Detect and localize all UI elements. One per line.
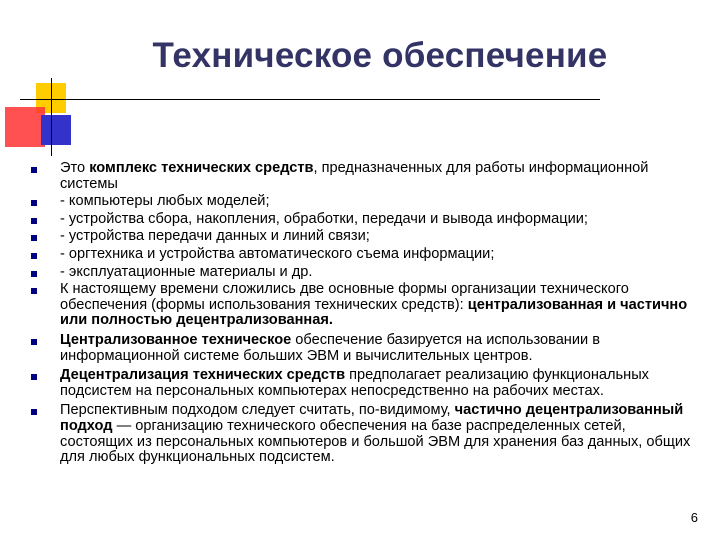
- bullet-square-icon: [31, 374, 37, 380]
- bullet-square-icon: [31, 288, 37, 294]
- bullet-list: [30, 161, 700, 466]
- bullet-square-icon: [31, 167, 37, 173]
- bullet-square-icon: [31, 271, 37, 277]
- bullet-square-icon: [31, 339, 37, 345]
- bullet-square-icon: [31, 235, 37, 241]
- bullet-item-materials: - эксплуатационные материалы и др.: [30, 265, 700, 281]
- bullet-item-definition: Это комплекс технических средств, предназначенных для работы информационной системы: [30, 161, 700, 192]
- bullet-item-centralized: Централизованное техническое обеспечение базируется на использовании в информационной системе больших ЭВМ и вычислительных центров.: [30, 333, 700, 364]
- bullet-square-icon: [31, 200, 37, 206]
- decoration-horizontal-line: [20, 99, 600, 100]
- bullet-square-icon: [31, 409, 37, 415]
- slide-title: Техническое обеспечение: [152, 36, 608, 75]
- bullet-item-partial: Перспективным подходом следует считать, по-видимому, частично децентрализованный подход — организацию технического обеспечения на базе распределенных сетей, состоящих из персональных компьютеров и большой ЭВМ для хранения баз данных, общих для любых функциональных подсистем.: [30, 403, 700, 465]
- decoration-blue-square: [41, 115, 71, 145]
- bullet-item-devices: - устройства сбора, накопления, обработки, передачи и вывода информации;: [30, 212, 700, 228]
- bullet-square-icon: [31, 218, 37, 224]
- bullet-item-forms: К настоящему времени сложились две основные формы организации технического обеспечения (формы использования технических средств): централизованная и частично или полностью децентрализованная.: [30, 282, 700, 329]
- bullet-item-computers: - компьютеры любых моделей;: [30, 194, 700, 210]
- decoration-vertical-line: [51, 78, 52, 156]
- bullet-item-decentralized: Децентрализация технических средств предполагает реализацию функциональных подсистем на персональных компьютерах непосредственно на рабочих местах.: [30, 368, 700, 399]
- page-number: 6: [690, 510, 698, 525]
- bullet-item-office-equipment: - оргтехника и устройства автоматического съема информации;: [30, 247, 700, 263]
- bullet-item-data-transfer: - устройства передачи данных и линий связи;: [30, 229, 700, 245]
- decoration-red-square: [5, 107, 45, 147]
- bullet-square-icon: [31, 253, 37, 259]
